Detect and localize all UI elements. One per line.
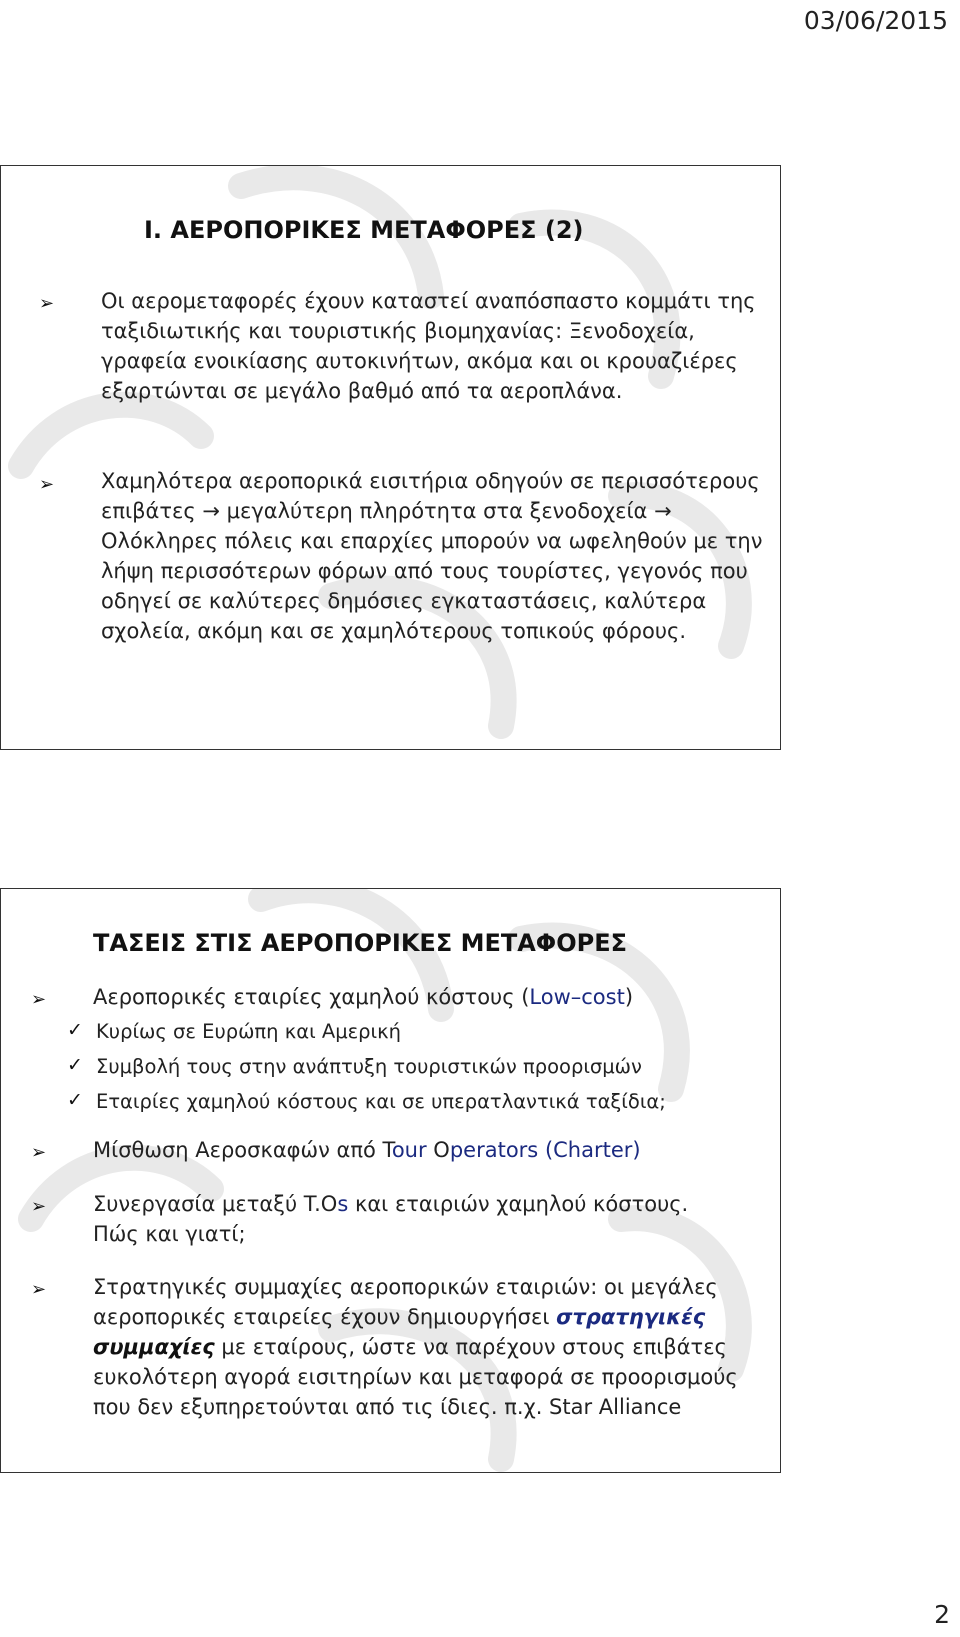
page-date: 03/06/2015 [803,6,948,35]
slide-2-bullet-low-cost: Αεροπορικές εταιρίες χαμηλού κόστους (Low–cost) [93,985,634,1009]
arrow-bullet-icon: ➢ [31,1279,47,1300]
page-number: 2 [934,1600,950,1629]
slide-1 [0,165,781,750]
check-icon: ✓ [67,1054,83,1076]
check-icon: ✓ [67,1019,83,1041]
check-item: Εταιρίες χαμηλού κόστους και σε υπερατλαντικά ταξίδια; [96,1090,666,1113]
slide-1-bullet-2: Χαμηλότερα αεροπορικά εισιτήρια οδηγούν σε περισσότερους επιβάτες → μεγαλύτερη πληρότητα στα ξενοδοχεία → Ολόκληρες πόλεις και επαρχίες μπορούν να ωφεληθούν με την λήψη περισσότερων φόρων από τους τουρίστες, γεγονός που οδηγεί σε καλύτερες δημόσιες εγκαταστάσεις, καλύτερα σχολεία, ακόμη και σε χαμηλότερους τοπικούς φόρους. [101,469,763,643]
arrow-bullet-icon: ➢ [31,1142,47,1163]
check-item: Κυρίως σε Ευρώπη και Αμερική [96,1020,401,1043]
watermark-swirl-graphic [1,166,781,750]
arrow-bullet-icon: ➢ [31,989,47,1010]
slide-1-bullet-1: Οι αερομεταφορές έχουν καταστεί αναπόσπαστο κομμάτι της ταξιδιωτικής και τουριστικής βιομηχανίας: Ξενοδοχεία, γραφεία ενοικίασης αυτοκινήτων, ακόμα και οι κρουαζιέρες εξαρτώνται σε μεγάλο βαθμό από τα αεροπλάνα. [101,289,756,403]
slide-2-title: ΤΑΣΕΙΣ ΣΤΙΣ ΑΕΡΟΠΟΡΙΚΕΣ ΜΕΤΑΦΟΡΕΣ [93,929,627,957]
arrow-bullet-icon: ➢ [39,293,55,314]
slide-1-title: I. ΑΕΡΟΠΟΡΙΚΕΣ ΜΕΤΑΦΟΡΕΣ (2) [144,216,584,244]
slide-2-bullet-alliances: Στρατηγικές συμμαχίες αεροπορικών εταιριών: οι μεγάλες αεροπορικές εταιρείες έχουν δημιουργήσει στρατηγικές συμμαχίες με εταίρους, ώστε να παρέχουν στους επιβάτες ευκολότερη αγορά εισιτηρίων και μεταφορά σε προορισμούς που δεν εξυπηρετούνται από τις ίδιες. π.χ. Star Alliance [93,1275,738,1419]
slide-2-bullet-charter: Μίσθωση Αεροσκαφών από Tour Operators (Charter) [93,1138,641,1162]
arrow-bullet-icon: ➢ [39,474,55,495]
slide-2-bullet-cooperation: Συνεργασία μεταξύ T.Os και εταιριών χαμηλού κόστους. Πώς και γιατί; [93,1192,689,1246]
check-icon: ✓ [67,1089,83,1111]
check-item: Συμβολή τους στην ανάπτυξη τουριστικών προορισμών [96,1055,642,1078]
arrow-bullet-icon: ➢ [31,1196,47,1217]
slide-2 [0,888,781,1473]
